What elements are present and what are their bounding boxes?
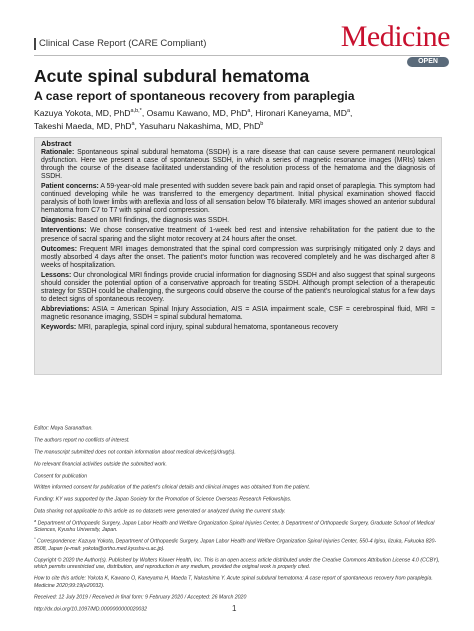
note-text: The manuscript submitted does not contain information about medical device(s)/drug(s). — [34, 449, 236, 456]
abstract-text: Frequent MRI images demonstrated that the spinal cord compression was surprisingly mitigated only 2 days and mostly absorbed 4 days after the onset. The patient's motor function was recovered completely and he was discharged after 8 weeks of hospitalization. — [41, 245, 436, 269]
note-text: Consent for publication — [34, 473, 88, 480]
note-item — [34, 555, 442, 571]
article-title: Acute spinal subdural hematoma — [34, 66, 310, 86]
note-text: How to cite this article: Yokota K, Kawano O, Kaneyama H, Maeda T, Nakashima Y. Acute spinal subdural hematoma: A case report of spontaneous recovery from paraplegia. Medicine 2020;99:19(e20032). — [34, 576, 433, 589]
abstract-text: Our chronological MRI findings provide crucial information for diagnosing SSDH and also suggest that spinal surgeons should consider the potential option of a conservative approach for treating SSDH. Although prompt selection of a therapeutic strategy for SSDH could be challenging, the surgeons could observe the course of the patient's neurological status for a few days to detect signs of spontaneous recovery. — [41, 271, 436, 303]
author-name: Kazuya Yokota, MD, PhD — [34, 107, 131, 118]
note-item — [34, 536, 442, 552]
abstract-section — [41, 149, 435, 181]
note-text: Data sharing not applicable to this article as no datasets were generated or analyzed during the current study. — [34, 508, 286, 515]
note-text: The authors report no conflicts of interest. — [34, 437, 130, 444]
abstract-heading: Abstract — [41, 139, 72, 148]
abstract-section — [41, 246, 435, 270]
abstract-section — [41, 306, 435, 322]
page-number: 1 — [232, 604, 237, 613]
abstract-box — [34, 137, 442, 375]
note-text: No relevant financial activities outside the submitted work. — [34, 461, 167, 468]
note-item — [34, 573, 442, 589]
note-text: Correspondence: Kazuya Yokota, Department of Orthopaedic Surgery, Japan Labor Health and Welfare Organization Spinal Injuries Center, 550-4 Igisu, Iizuka, Fukuoka 820-8508, Japan (e-mail: yokota@ortho.med.kyushu-u.ac.jp). — [34, 539, 437, 552]
author-affiliation: a — [346, 108, 350, 114]
author-affiliation: b — [260, 121, 264, 128]
abstract-section — [41, 324, 435, 332]
abstract-label: Abbreviations: — [41, 305, 90, 313]
abstract-label: Outcomes: — [41, 245, 77, 253]
author-name: , Osamu Kawano, MD, PhD — [141, 107, 248, 118]
author-name: , Hironari Kaneyama, MD — [250, 107, 347, 118]
note-item — [34, 482, 442, 491]
note-item — [34, 459, 442, 468]
article-type-label: Clinical Case Report (CARE Compliant) — [34, 38, 206, 50]
author-affiliation: a — [131, 121, 135, 128]
open-access-badge: OPEN — [407, 57, 449, 67]
abstract-label: Rationale: — [41, 149, 75, 157]
note-item — [34, 506, 442, 515]
abstract-section — [41, 217, 435, 225]
abstract-section — [41, 272, 435, 304]
journal-header — [34, 20, 450, 54]
author-list: Kazuya Yokota, MD, PhD$^{a,b,*}$, Osamu Kawano, MD, PhD$^a$, Hironari Kaneyama, $MD^a$, Takeshi Maeda, MD, PhD$^a$, Yasuharu Nakashima, MD, PhD$^b$ — [34, 107, 353, 132]
abstract-text: We chose conservative treatment of 1-week bed rest and intensive rehabilitation for the patient due to the presence of sacral sparing and the slight motor recovery at 24 hours after the onset. — [41, 227, 436, 243]
abstract-text: Based on MRI findings, the diagnosis was SSDH. — [78, 217, 230, 225]
author-affiliation: a,b,* — [130, 108, 142, 114]
abstract-label: Diagnosis: — [41, 217, 77, 225]
note-text: Copyright © 2020 the Author(s). Published by Wolters Kluwer Health, Inc. This is an open access article distributed under the Creative Commons Attribution License 4.0 (CCBY), which permits unrestricted use, distribution, and reproduction in any medium, provided the original work is properly cited. — [34, 557, 440, 571]
note-text: Received: 12 July 2019 / Received in final form: 9 February 2020 / Accepted: 26 March 2020 — [34, 594, 247, 601]
abstract-label: Lessons: — [41, 271, 72, 279]
abstract-text: A 59-year-old male presented with sudden severe back pain and rapid onset of paraplegia. This symptom had continued developing while he was transferred to the emergency department. Initial physical examination showed flaccid paralysis of both lower limbs with areflexia and loss of all sensation below T6 bilaterally. MRI images showed an anterior subdural hematoma from C7 to T7 with spinal cord compression. — [41, 183, 435, 215]
abstract-text: MRI, paraplegia, spinal cord injury, spinal subdural hematoma, spontaneous recovery — [78, 323, 339, 331]
note-text: Funding: KY was supported by the Japan Society for the Promotion of Science Overseas Research Fellowships. — [34, 496, 292, 503]
abstract-label: Interventions: — [41, 227, 87, 235]
note-text[interactable]: http://dx.doi.org/10.1097/MD.0000000000020032 — [34, 606, 148, 613]
note-item — [34, 518, 442, 534]
author-affiliation: a — [247, 108, 251, 114]
note-text: Written informed consent for publication of the patient's clinical details and clinical images was obtained from the patient. — [34, 485, 311, 492]
author-name: , Yasuharu Nakashima, MD, PhD — [134, 121, 261, 132]
journal-logo: Medicine — [340, 20, 450, 53]
header-rule — [34, 55, 440, 56]
note-text: Editor: Maya Saranathan. — [34, 425, 93, 432]
note-text: Department of Orthopaedic Surgery, Japan Labor Health and Welfare Organization Spinal Injuries Center, b Department of Orthopaedic Surgery, Graduate School of Medical Sciences, Kyushu University, Japan. — [34, 520, 435, 534]
abstract-section — [41, 227, 435, 243]
author-name: Takeshi Maeda, MD, PhD — [34, 121, 132, 132]
abstract-section — [41, 183, 435, 215]
note-item — [34, 592, 442, 601]
note-item — [34, 435, 442, 444]
article-notes — [34, 423, 442, 615]
note-item — [34, 471, 442, 480]
article-subtitle: A case report of spontaneous recovery from paraplegia — [34, 89, 355, 103]
abstract-label: Patient concerns: — [41, 183, 99, 191]
note-item — [34, 494, 442, 503]
note-mark: a — [34, 518, 37, 523]
note-mark: * — [34, 536, 36, 542]
abstract-text: ASIA = American Spinal Injury Association, AIS = ASIA impairment scale, CSF = cerebrospinal fluid, MRI = magnetic resonance imaging, SSDH = spinal subdural hematoma. — [41, 305, 435, 321]
note-item — [34, 423, 442, 432]
doi-link[interactable] — [34, 604, 442, 613]
abstract-text: Spontaneous spinal subdural hematoma (SSDH) is a rare disease that can cause severe permanent neurological dysfunction. Here we present a case of spontaneous SSDH, in which a series of magnetic resonance images (MRIs) taken through the course of the disease facilitated understanding of the resolution process of the hematoma and the diagnosis of SSDH. — [41, 149, 435, 181]
note-item — [34, 447, 442, 456]
abstract-label: Keywords: — [41, 323, 77, 331]
